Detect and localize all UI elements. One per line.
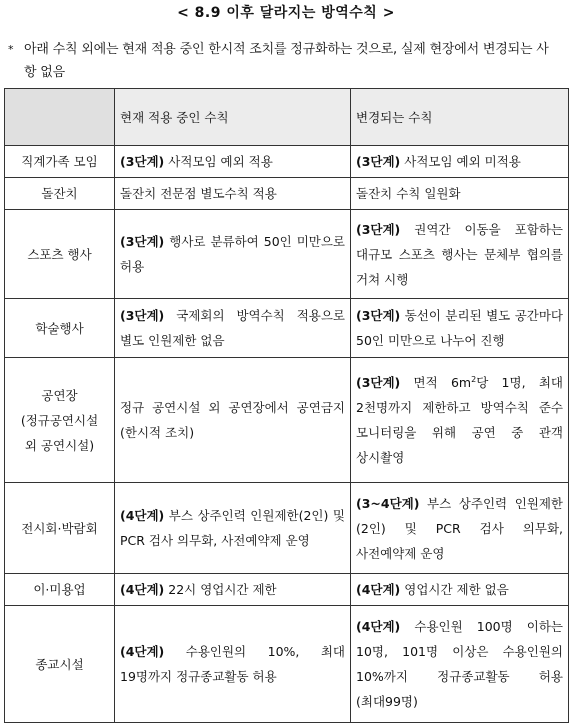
row-current <box>115 483 351 574</box>
stage-label: (3단계) <box>120 154 165 169</box>
table-row <box>5 483 569 574</box>
superscript: 2 <box>471 374 477 384</box>
note-marker: * <box>8 43 14 56</box>
row-current <box>115 606 351 723</box>
row-category: 종교시설 <box>5 606 115 723</box>
rules-table <box>4 88 569 723</box>
row-category: 전시회·박람회 <box>5 483 115 574</box>
row-current <box>115 574 351 606</box>
row-category: 학술행사 <box>5 299 115 358</box>
current-text: 22시 영업시간 제한 <box>164 582 277 597</box>
current-text: 정규 공연시설 외 공연장에서 공연금지(한시적 조치) <box>120 400 345 440</box>
stage-label: (3단계) <box>356 308 401 323</box>
stage-label: (3단계) <box>356 221 401 237</box>
row-current <box>115 178 351 210</box>
table-row <box>5 146 569 178</box>
current-text: 수용인원의 10%, 최대 19명까지 정규종교활동 허용 <box>120 644 345 684</box>
row-changed <box>351 178 569 210</box>
row-category: 돌잔치 <box>5 178 115 210</box>
stage-label: (4단계) <box>356 582 401 597</box>
table-header-row <box>5 89 569 146</box>
changed-text: 부스 상주인력 인원제한(2인) 및 PCR 검사 의무화, 사전예약제 운영 <box>356 495 563 561</box>
row-category: 스포츠 행사 <box>5 210 115 299</box>
stage-label: (3단계) <box>356 375 401 390</box>
row-changed <box>351 606 569 723</box>
category-line: (정규공연시설 <box>20 412 99 428</box>
row-changed <box>351 210 569 299</box>
current-text: 돌잔치 전문점 별도수칙 적용 <box>120 186 277 201</box>
note-text: 아래 수칙 외에는 현재 적용 중인 한시적 조치를 정규화하는 것으로, 실제 현장에서 변경되는 사항 없음 <box>24 42 549 80</box>
changed-text: 권역간 이동을 포함하는 대규모 스포츠 행사는 문체부 협의를 거쳐 시행 <box>356 221 563 287</box>
changed-text: 영업시간 제한 없음 <box>400 582 509 597</box>
current-text: 행사로 분류하여 50인 미만으로 허용 <box>120 234 345 274</box>
note <box>8 38 564 84</box>
stage-label: (3단계) <box>120 234 165 249</box>
header-current: 현재 적용 중인 수칙 <box>115 89 351 146</box>
row-changed <box>351 574 569 606</box>
row-current <box>115 299 351 358</box>
row-changed <box>351 358 569 483</box>
stage-label: (3단계) <box>120 308 165 323</box>
category-line: 외 공연시설) <box>24 437 95 453</box>
changed-text: 돌잔치 수칙 일원화 <box>356 186 461 201</box>
table-row <box>5 606 569 723</box>
stage-label: (4단계) <box>120 508 165 523</box>
table-row <box>5 358 569 483</box>
row-current <box>115 146 351 178</box>
current-text: 부스 상주인력 인원제한(2인) 및 PCR 검사 의무화, 사전예약제 운영 <box>120 508 345 548</box>
stage-label: (4단계) <box>120 582 165 597</box>
table-row <box>5 178 569 210</box>
current-text: 사적모임 예외 적용 <box>164 154 273 169</box>
stage-label: (3~4단계) <box>356 495 420 511</box>
category-line: 공연장 <box>41 387 78 403</box>
row-changed <box>351 299 569 358</box>
table-row <box>5 299 569 358</box>
row-current <box>115 210 351 299</box>
header-category <box>5 89 115 146</box>
changed-text: 수용인원 100명 이하는 10명, 101명 이상은 수용인원의 10%까지 정규종교활동 허용(최대99명) <box>356 619 563 709</box>
stage-label: (3단계) <box>356 154 401 169</box>
stage-label: (4단계) <box>356 619 401 634</box>
document-title: < 8.9 이후 달라지는 방역수칙 > <box>177 5 395 21</box>
row-changed <box>351 146 569 178</box>
row-category <box>5 358 115 483</box>
changed-text-pre: 면적 6m <box>400 375 472 390</box>
stage-label: (4단계) <box>120 644 165 659</box>
changed-text: 사적모임 예외 미적용 <box>400 154 521 169</box>
row-changed <box>351 483 569 574</box>
row-current <box>115 358 351 483</box>
row-category: 직계가족 모임 <box>5 146 115 178</box>
row-category: 이·미용업 <box>5 574 115 606</box>
header-changed: 변경되는 수칙 <box>351 89 569 146</box>
table-row <box>5 574 569 606</box>
table-row <box>5 210 569 299</box>
changed-text: 동선이 분리된 별도 공간마다 50인 미만으로 나누어 진행 <box>356 308 563 348</box>
changed-text: 당 1명, 최대 2천명까지 제한하고 방역수칙 준수 모니터링을 위해 공연 중 관객 상시촬영 <box>356 375 563 465</box>
current-text: 국제회의 방역수칙 적용으로 별도 인원제한 없음 <box>120 308 345 348</box>
